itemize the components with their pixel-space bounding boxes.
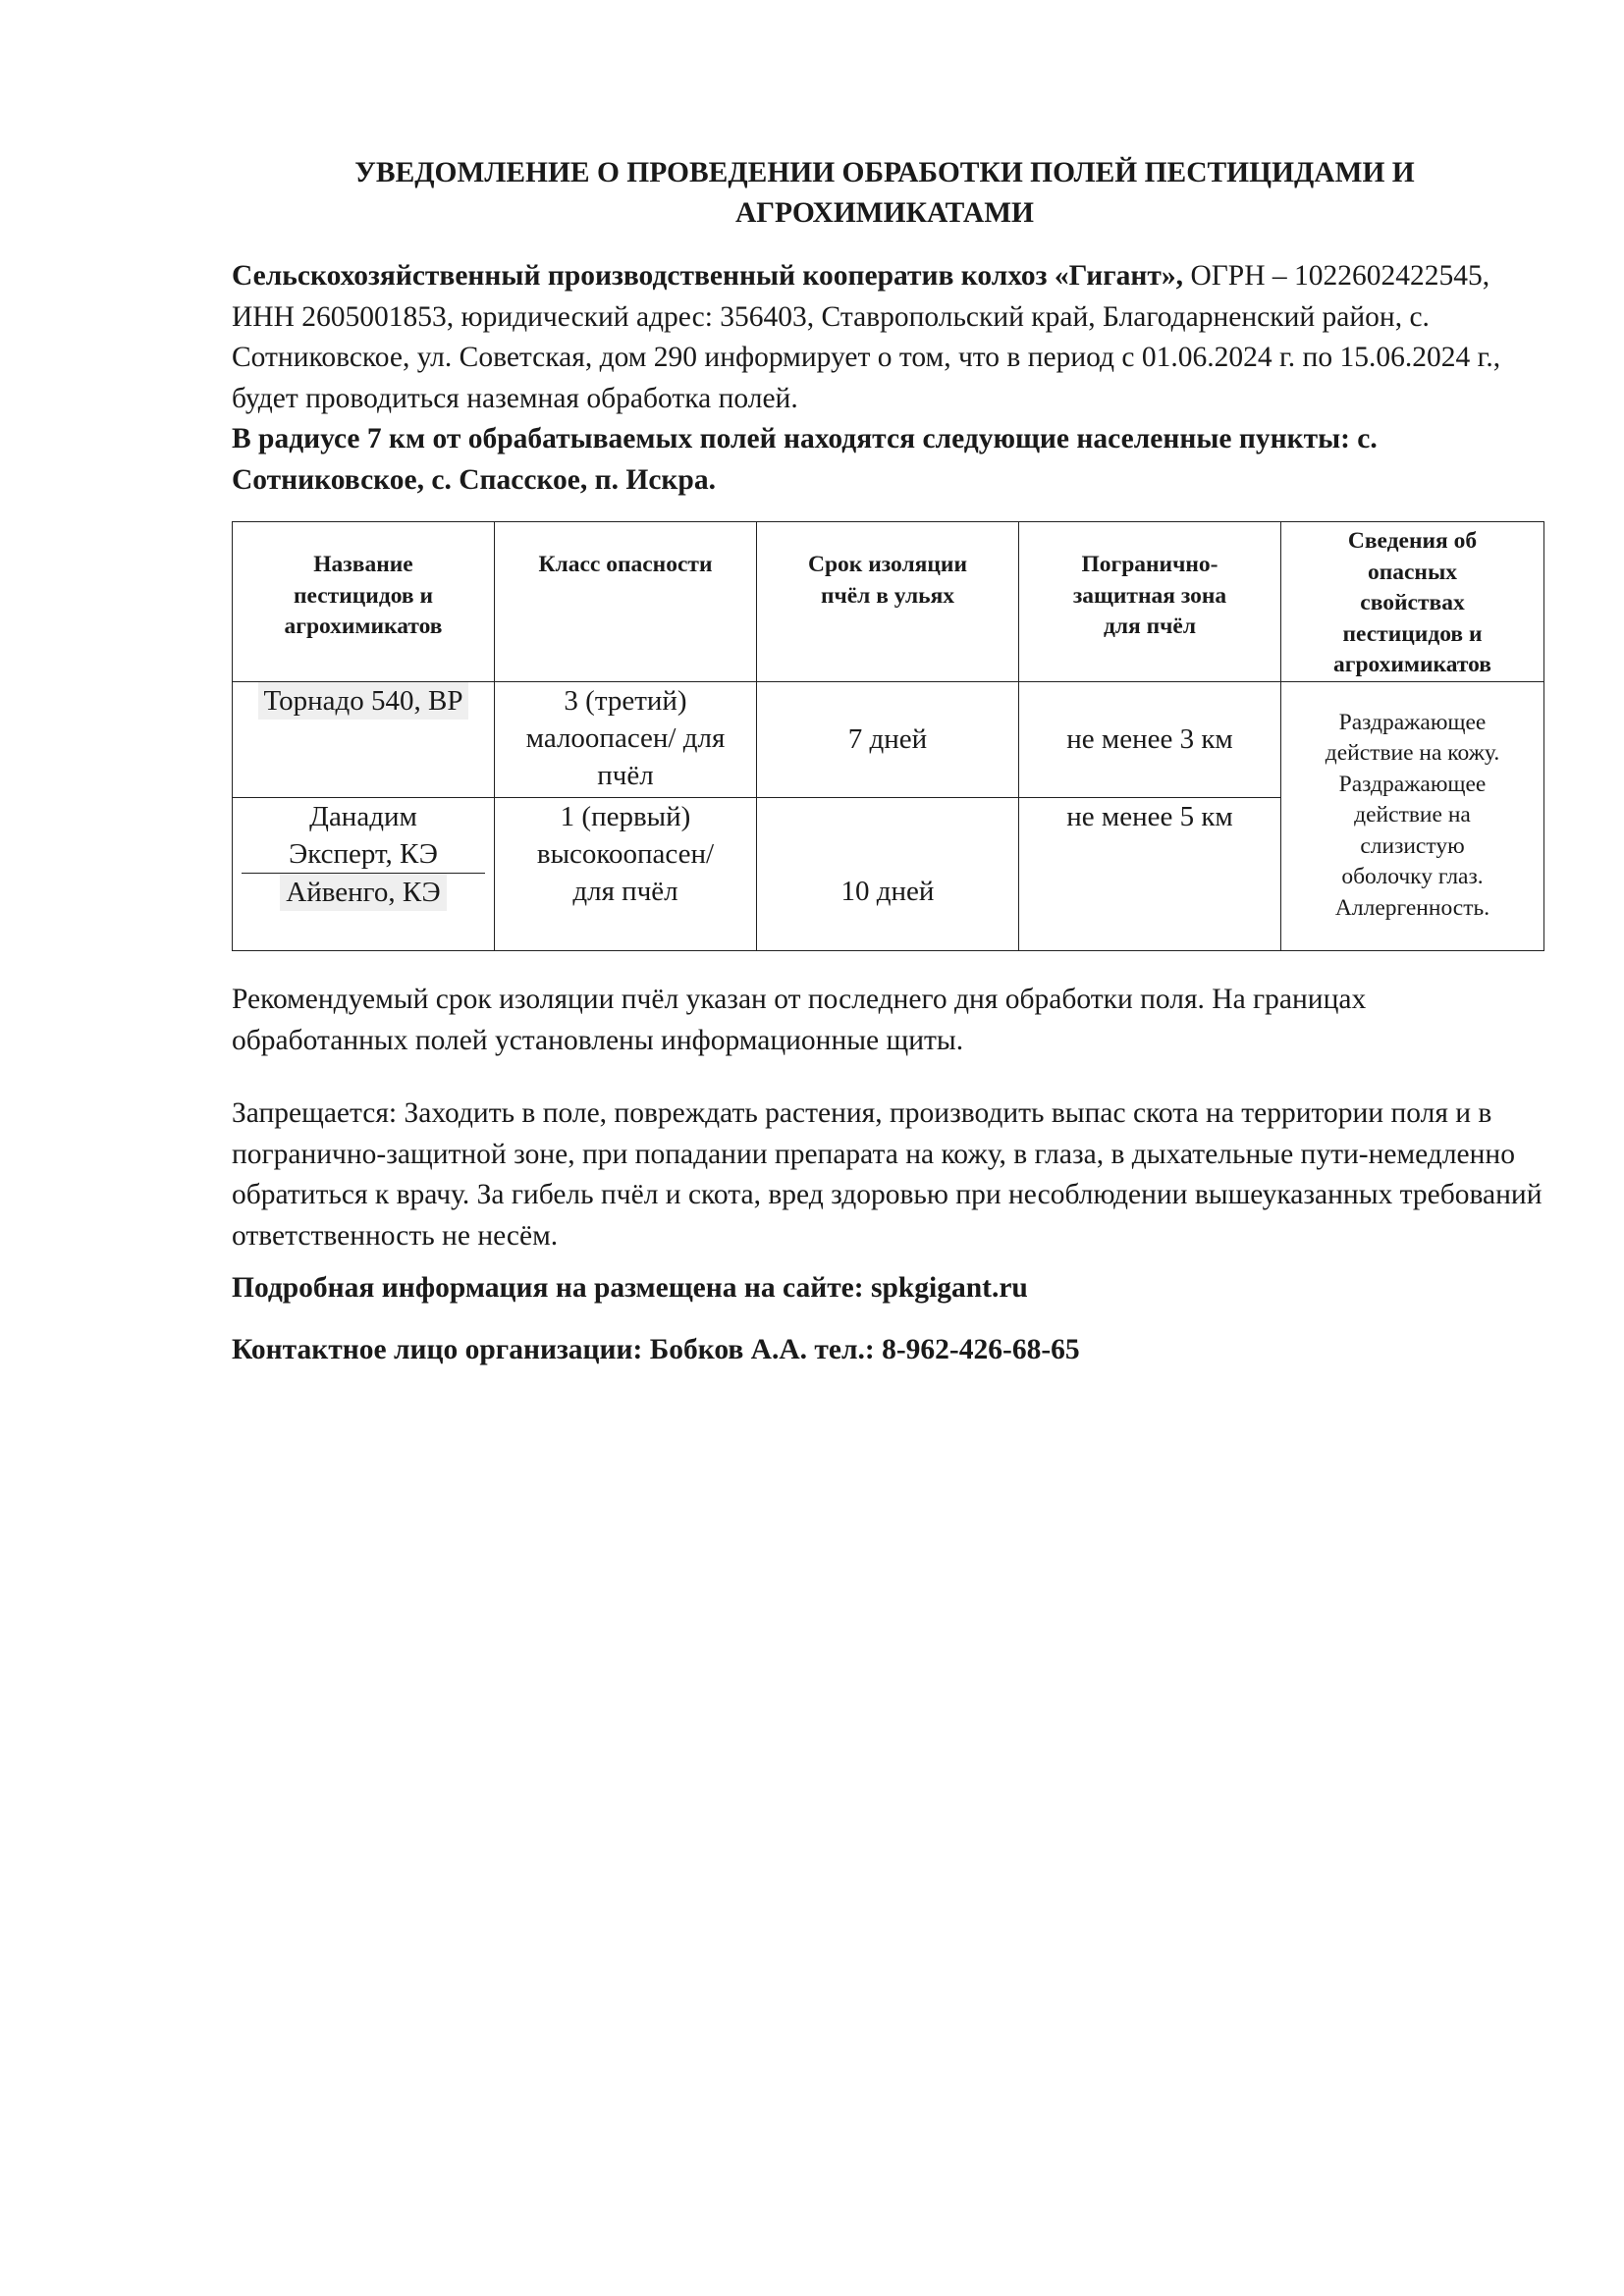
recommendation-paragraph: Рекомендуемый срок изоляции пчёл указан от последнего дня обработки поля. На границах обработанных полей установлены информационные щиты. (232, 984, 1367, 1056)
organization-name: Сельскохозяйственный производственный кооператив колхоз «Гигант», (232, 260, 1184, 292)
row1-isolation: 7 дней (757, 681, 1019, 797)
row1-hazard-class: 3 (третий) малоопасен/ для пчёл (495, 681, 757, 797)
header-properties: Сведения об опасных свойствах пестицидов и агрохимикатов (1281, 522, 1544, 682)
website-info: Подробная информация на размещена на сайте: spkgigant.ru (232, 1272, 1028, 1304)
contact-info: Контактное лицо организации: Бобков А.А. тел.: 8-962-426-68-65 (232, 1334, 1080, 1365)
organization-details: ОГРН – 1022602422545, ИНН 2605001853, юридический адрес: 356403, Ставропольский край, Благодарненский район, с. Сотниковское, ул. Советская, дом 290 информирует о том, что в период с 01.06.2024 г. по 15.06.2024 г., будет проводиться наземная обработка полей. (232, 260, 1501, 414)
row1-name: Торнадо 540, ВР (233, 681, 495, 797)
header-name: Название пестицидов и агрохимикатов (233, 522, 495, 682)
title-line-2: АГРОХИМИКАТАМИ (734, 197, 1034, 229)
document-title (232, 153, 1538, 234)
header-isolation: Срок изоляции пчёл в ульях (757, 522, 1019, 682)
row2-zone: не менее 5 км (1019, 797, 1281, 950)
row2-name: Данадим Эксперт, КЭ Айвенго, КЭ (233, 797, 495, 950)
row1-zone: не менее 3 км (1019, 681, 1281, 797)
table-row (233, 681, 1544, 797)
settlements-notice: В радиусе 7 км от обрабатываемых полей находятся следующие населенные пункты: с. Сотниковское, с. Спасское, п. Искра. (232, 423, 1378, 496)
header-hazard-class: Класс опасности (495, 522, 757, 682)
header-zone: Погранично- защитная зона для пчёл (1019, 522, 1281, 682)
row2-isolation: 10 дней (757, 797, 1019, 950)
row2-hazard-class: 1 (первый) высокоопасен/ для пчёл (495, 797, 757, 950)
title-line-1: УВЕДОМЛЕНИЕ О ПРОВЕДЕНИИ ОБРАБОТКИ ПОЛЕЙ ПЕСТИЦИДАМИ И (354, 157, 1415, 188)
table-header-row (233, 522, 1544, 682)
hazard-properties: Раздражающее действие на кожу. Раздражающее действие на слизистую оболочку глаз. Аллергенность. (1281, 681, 1544, 950)
pesticides-table (232, 521, 1544, 951)
prohibition-paragraph: Запрещается: Заходить в поле, повреждать растения, производить выпас скота на территории поля и в пограничнo-защитной зоне, при попадании препарата на кожу, в глаза, в дыхательные пути-немедленно обратиться к врачу. За гибель пчёл и скота, вред здоровью при несоблюдении вышеуказанных требований ответственность не несём. (232, 1097, 1543, 1252)
intro-paragraph (232, 256, 1547, 501)
